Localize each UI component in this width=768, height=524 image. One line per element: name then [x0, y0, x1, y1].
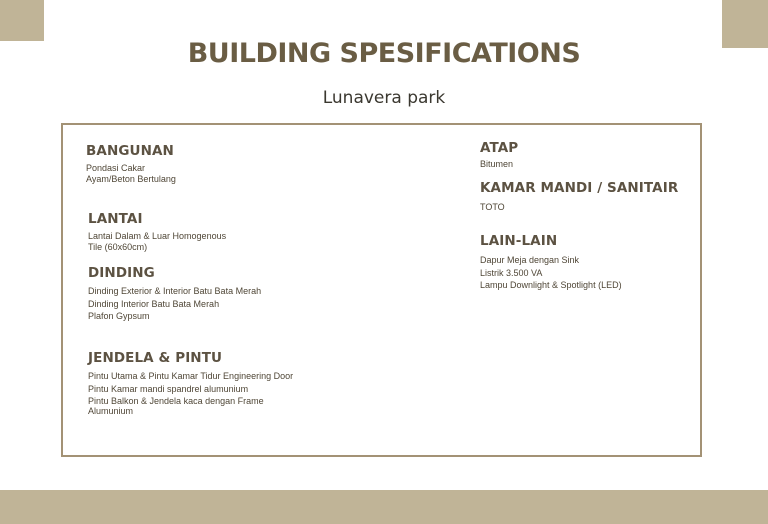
section-heading: LAIN-LAIN [480, 233, 558, 249]
spec-line: Bitumen [480, 159, 514, 169]
spec-line: Lampu Downlight & Spotlight (LED) [480, 280, 622, 290]
spec-line: Lantai Dalam & Luar Homogenous [88, 231, 227, 241]
footer-band [0, 490, 768, 524]
project-name: Lunavera park [322, 88, 446, 108]
section-heading: ATAP [480, 140, 519, 156]
spec-line: TOTO [480, 202, 505, 212]
section-dinding [88, 265, 261, 323]
spec-line: Ayam/Beton Bertulang [86, 173, 176, 184]
section-lain-lain [480, 233, 622, 292]
section-kamar-mandi [480, 180, 678, 214]
section-lantai [88, 211, 226, 253]
spec-line: Pintu Balkon & Jendela kaca dengan Frame [88, 396, 264, 406]
spec-line: Listrik 3.500 VA [480, 267, 543, 278]
section-heading: JENDELA & PINTU [88, 350, 223, 366]
section-heading: BANGUNAN [86, 143, 174, 159]
corner-decoration-left [0, 0, 44, 41]
spec-line: Pondasi Cakar [86, 163, 146, 173]
spec-line: Dinding Exterior & Interior Batu Bata Merah [88, 286, 262, 296]
section-heading: KAMAR MANDI / SANITAIR [480, 180, 679, 196]
spec-line: Plafon Gypsum [88, 311, 150, 321]
section-jendela-pintu [88, 350, 293, 417]
spec-line: Dapur Meja dengan Sink [480, 255, 580, 265]
spec-line: Alumunium [88, 405, 134, 416]
section-bangunan [86, 143, 176, 185]
section-heading: LANTAI [88, 211, 143, 227]
section-atap [480, 140, 518, 171]
spec-line: Tile (60x60cm) [88, 241, 148, 252]
specifications-box [61, 123, 702, 457]
spec-line: Pintu Kamar mandi spandrel alumunium [88, 383, 249, 394]
spec-line: Pintu Utama & Pintu Kamar Tidur Engineering Door [88, 371, 294, 381]
section-heading: DINDING [88, 265, 155, 281]
spec-line: Dinding Interior Batu Bata Merah [88, 298, 220, 309]
page-title: BUILDING SPESIFICATIONS [187, 38, 581, 69]
